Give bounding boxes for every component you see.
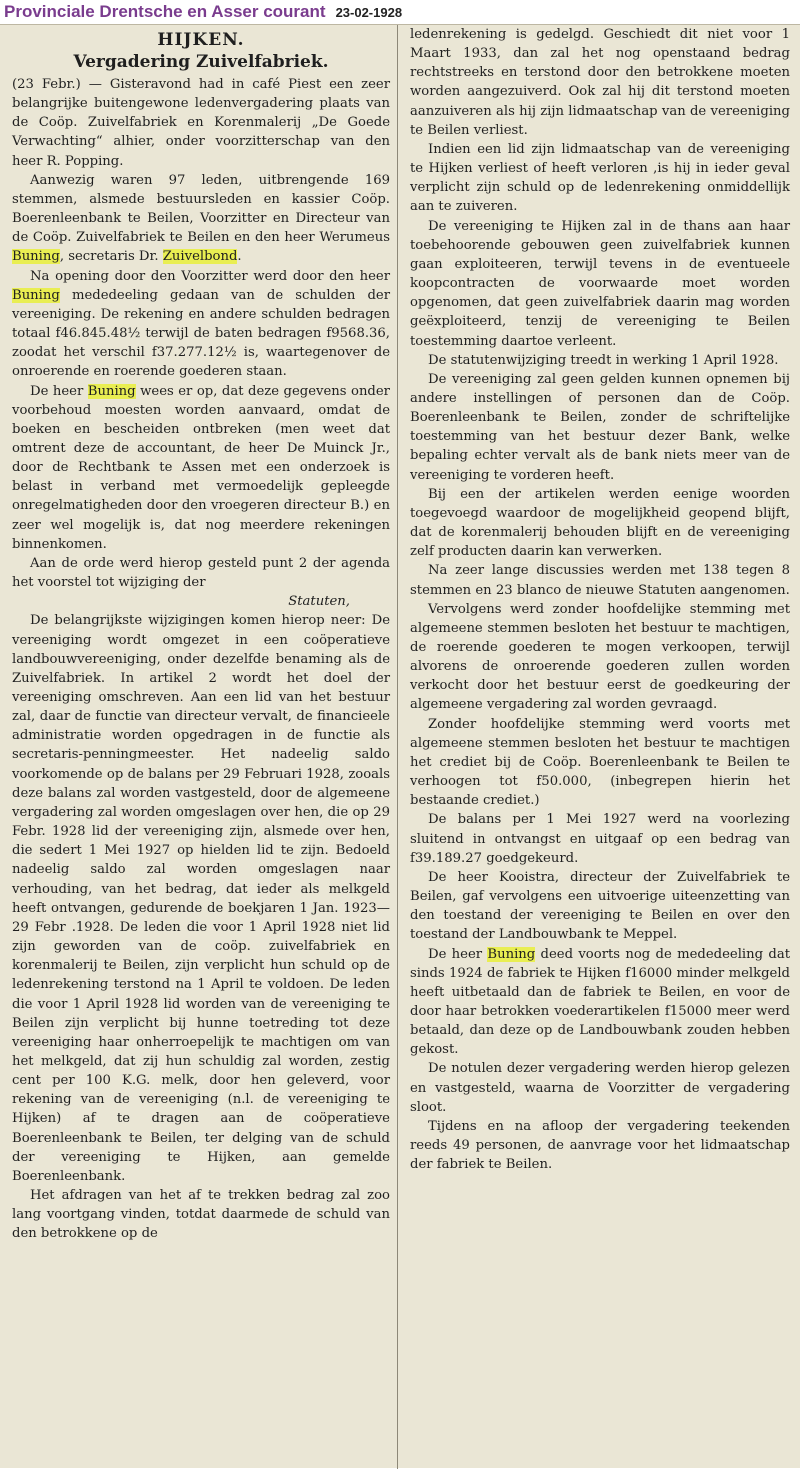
highlight-term: Buning xyxy=(12,287,60,303)
paragraph: De vereeniging zal geen gelden kunnen opnemen bij andere instellingen of personen dan de Coöp. Boerenleenbank te Beilen, zonder de schriftelijke toestemming van het bestuur dezer Bank, welke bepaling echter vervalt als de bank niets meer van de vereeniging te vorderen heeft. xyxy=(410,371,790,483)
paragraph: Het afdragen van het af te trekken bedrag zal zoo lang voortgang vinden, totdat daarmede de schuld van den betrokkene op de xyxy=(12,1188,390,1242)
paragraph: De heer Buning deed voorts nog de mededeeling dat sinds 1924 de fabriek te Hijken f16000 minder melkgeld heeft uitbetaald dan de fabriek te Beilen, en voor de door haar betrokken voederartikelen f15000 meer werd betaald, dan deze op de Landbouwbank zouden hebben gekost. xyxy=(410,946,790,1058)
paragraph: De belangrijkste wijzigingen komen hierop neer: De vereeniging wordt omgezet in een coöperatieve landbouwvereeniging, onder dezelfde benaming als de Zuivelfabriek. In artikel 2 wordt het doel der vereeniging omschreven. Aan een lid van het bestuur zal, daar de functie van directeur vervalt, de financieele administratie worden opgedragen in de functie als secretaris-penningmeester. Het nadeelig saldo voorkomende op de balans per 29 Februari 1928, zooals deze balans zal worden vastgesteld, door de algemeene vergadering zal worden omgeslagen over hen, die op 29 Febr. 1928 lid der vereeniging zijn, alsmede over hen, die sedert 1 Mei 1927 op hielden lid te zijn. Bedoeld nadeelig saldo zal worden omgeslagen naar verhouding, van het bedrag, dat ieder als melkgeld heeft ontvangen, gedurende de boekjaren 1 Jan. 1923—29 Febr .1928. De leden die voor 1 April 1928 niet lid zijn geworden van de coöp. zuivelfabriek en korenmalerij te Beilen, zijn verplicht hun schuld op de ledenrekening terstond na 1 April te voldoen. De leden die voor 1 April 1928 lid worden van de vereeniging te Beilen zijn verplicht bij hunne toetreding tot deze vereeniging haar onherroepelijk te machtigen om van het melkgeld, dat zij hun schuldig zal worden, zestig cent per 100 K.G. melk, door hen geleverd, voor rekening van de vereeniging (n.l. de vereeniging te Hijken) af te dragen aan de coöperatieve Boerenleenbank te Beilen, ter delging van de schuld der vereeniging te Hijken, aan gemelde Boerenleenbank. xyxy=(12,613,390,1184)
paragraph: ledenrekening is gedelgd. Geschiedt dit niet voor 1 Maart 1933, dan zal het nog openstaand bedrag rechtstreeks en terstond door den betrokkene moeten worden aangezuiverd. Ook zal hij dit terstond moeten aanzuiveren als hij zijn lidmaatschap van de vereeniging te Beilen verliest. xyxy=(410,27,790,138)
paragraph: Zonder hoofdelijke stemming werd voorts met algemeene stemmen besloten het bestuur te machtigen het crediet bij de Coöp. Boerenleenbank te Beilen te verhoogen tot f50.000, (inbegrepen hierin het bestaande crediet.) xyxy=(410,716,790,809)
article-column-left xyxy=(6,25,394,1469)
clipping-header xyxy=(0,0,800,24)
article-subhead: Vergadering Zuivelfabriek. xyxy=(73,52,329,72)
paragraph: Na zeer lange discussies werden met 138 tegen 8 stemmen en 23 blanco de nieuwe Statuten aangenomen. xyxy=(410,563,790,598)
highlight-term: Buning xyxy=(87,383,136,399)
section-title: Statuten, xyxy=(288,594,350,610)
paragraph: Aanwezig waren 97 leden, uitbrengende 169 stemmen, alsmede bestuursleden en kassier Coöp. Boerenleenbank te Beilen, Voorzitter en Directeur van de Coöp. Zuivelfabriek te Beilen en den heer Werumeus Buning, secretaris Dr. Zuivelbond. xyxy=(12,172,390,265)
paragraph: De balans per 1 Mei 1927 werd na voorlezing sluitend in ontvangst en uitgaaf op een bedrag van f39.189.27 goedgekeurd. xyxy=(410,812,790,866)
highlight-term: Zuivelbond xyxy=(162,249,238,265)
paragraph: Vervolgens werd zonder hoofdelijke stemming met algemeene stemmen besloten het bestuur te machtigen, de roerende goederen te mogen verkoopen, terwijl alvorens de onroerende goederen zullen worden verkocht door het bestuur eerst de goedkeuring der algemeene vergadering zal worden gevraagd. xyxy=(410,601,790,713)
publication-date: 23-02-1928 xyxy=(335,4,403,20)
article-headline: HIJKEN. xyxy=(157,30,245,50)
paragraph: De statutenwijziging treedt in werking 1 April 1928. xyxy=(428,352,779,368)
highlight-term: Buning xyxy=(487,946,536,962)
newspaper-title: Provinciale Drentsche en Asser courant xyxy=(4,2,326,21)
paragraph: De vereeniging te Hijken zal in de thans aan haar toebehoorende gebouwen geen zuivelfabriek kunnen gaan exploiteeren, terwijl tevens in de eventueele koopcontracten de voorwaarde moet worden opgenomen, dat geen zuivelfabriek daarin mag worden geëxploiteerd, tenzij de vereeniging te Beilen toestemming daartoe verleent. xyxy=(410,218,790,349)
paragraph: (23 Febr.) — Gisteravond had in café Piest een zeer belangrijke buitengewone ledenvergadering plaats van de Coöp. Zuivelfabriek en Korenmalerij „De Goede Verwachting“ alhier, onder voorzitterschap van den heer R. Popping. xyxy=(12,77,390,169)
paragraph: De heer Buning wees er op, dat deze gegevens onder voorbehoud moesten worden aanvaard, omdat de boeken en bescheiden ontbreken (men weet dat omtrent deze de accountant, de heer De Muinck Jr., door de Rechtbank te Assen met een onderzoek is belast in verband met vermoedelijk gepleegde onregelmatigheden door den vroegeren directeur B.) en zeer wel mogelijk is, dat nog meerdere rekeningen binnenkomen. xyxy=(12,383,390,552)
paragraph: Bij een der artikelen werden eenige woorden toegevoegd waardoor de mogelijkheid geopend blijft, dat de korenmalerij behouden blijft en de vereeniging zelf producten daarin kan verwerken. xyxy=(410,486,790,560)
paragraph: De heer Kooistra, directeur der Zuivelfabriek te Beilen, gaf vervolgens een uitvoerige uiteenzetting van den toestand der vereeniging te Beilen en over den toestand der Landbouwbank te Meppel. xyxy=(410,869,790,943)
paragraph: Na opening door den Voorzitter werd door den heer Buning mededeeling gedaan van de schulden der vereeniging. De rekening en andere schulden bedragen totaal f46.845.48½ terwijl de baten bedragen f9568.36, zoodat het verschil f37.277.12½ is, waartegenover de onroerende en roerende goederen staan. xyxy=(12,268,390,380)
paragraph: De notulen dezer vergadering werden hierop gelezen en vastgesteld, waarna de Voorzitter de vergadering sloot. xyxy=(410,1061,790,1115)
paragraph: Aan de orde werd hierop gesteld punt 2 der agenda het voorstel tot wijziging der xyxy=(12,555,390,591)
newspaper-clipping xyxy=(0,24,800,1468)
paragraph: Tijdens en na afloop der vergadering teekenden reeds 49 personen, de aanvrage voor het lidmaatschap der fabriek te Beilen. xyxy=(410,1118,790,1173)
highlight-term: Buning xyxy=(12,249,60,265)
article-column-right xyxy=(402,25,796,1469)
column-divider xyxy=(397,25,398,1469)
paragraph: Indien een lid zijn lidmaatschap van de vereeniging te Hijken verliest of heeft verloren ,is hij in ieder geval verplicht zijn schuld op de ledenrekening onmiddellijk aan te zuiveren. xyxy=(410,141,790,215)
